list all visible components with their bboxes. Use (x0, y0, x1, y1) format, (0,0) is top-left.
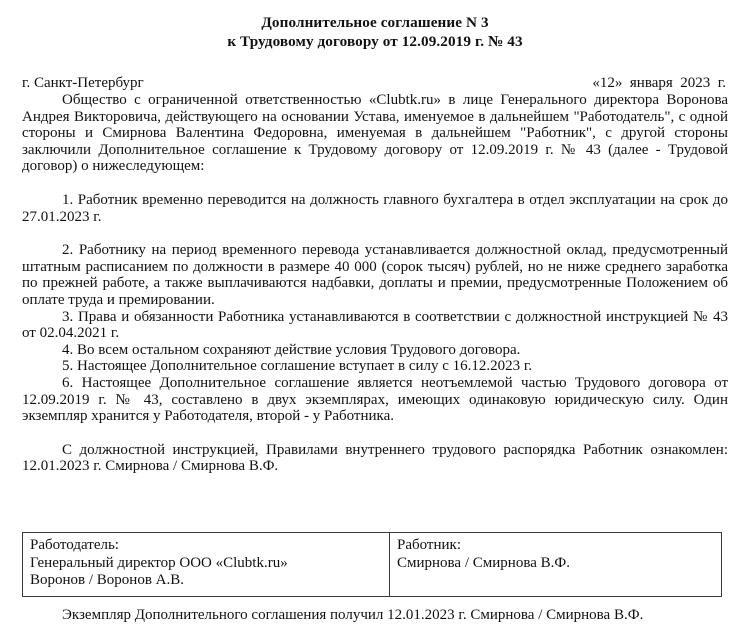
place-of-signing: г. Санкт-Петербург (22, 75, 144, 91)
document-title-line-1: Дополнительное соглашение N 3 (261, 14, 489, 31)
employee-signature-cell (390, 533, 722, 597)
place-and-date-row (22, 74, 728, 92)
preamble-paragraph: Общество с ограниченной ответственностью «Clubtk.ru» в лице Генерального директора Воронова Андрея Викторовича, действующего на основании Устава, именуемое в дальнейшем "Работодатель", с одной стороны и Смирнова Валентина Федоровна, именуемая в дальнейшем "Работник", с другой стороны заключили Дополнительное соглашение к Трудовому договору от 12.09.2019 г. № 43 (далее - Трудовой договор) о нижеследующем: (22, 92, 728, 175)
employee-signature-name: Смирнова / Смирнова В.Ф. (397, 554, 570, 571)
acknowledgement-paragraph: С должностной инструкцией, Правилами внутреннего трудового распорядка Работник ознакомлен: 12.01.2023 г. Смирнова / Смирнова В.Ф. (22, 441, 728, 475)
signature-table (22, 532, 722, 597)
clause-4: 4. Во всем остальном сохраняют действие условия Трудового договора. (62, 341, 521, 358)
document-body (22, 0, 728, 475)
table-row (23, 533, 722, 597)
spacer (22, 175, 728, 192)
employer-signature-cell (23, 533, 390, 597)
closing-receipt-line: Экземпляр Дополнительного соглашения получил 12.01.2023 г. Смирнова / Смирнова В.Ф. (62, 607, 644, 623)
clause-3: 3. Права и обязанности Работника устанавливаются в соответствии с должностной инструкцией № 43 от 02.04.2021 г. (22, 308, 728, 342)
spacer (22, 225, 728, 242)
spacer (22, 425, 728, 442)
date-of-signing: «12» января 2023 г. (592, 75, 726, 91)
employer-signature-name: Воронов / Воронов А.В. (30, 572, 184, 588)
clause-2: 2. Работнику на период временного перевода устанавливается должностной оклад, предусмотренный штатным расписанием по должности в размере 40 000 (сорок тысяч) рублей, но не ниже среднего заработка по прежней работе, а также выплачиваются надбавки, доплаты и премии, предусмотренные Положением об оплате труда и премировании. (22, 242, 728, 308)
employee-heading: Работник: (397, 537, 461, 553)
employer-position: Генеральный директор ООО «Clubtk.ru» (30, 554, 288, 571)
clause-5: 5. Настоящее Дополнительное соглашение вступает в силу с 16.12.2023 г. (62, 358, 533, 375)
document-title-line-2: к Трудовому договору от 12.09.2019 г. № 43 (227, 33, 523, 50)
employer-heading: Работодатель: (30, 537, 119, 553)
clause-1: 1. Работник временно переводится на должность главного бухгалтера в отдел эксплуатации на срок до 27.01.2023 г. (22, 191, 728, 225)
document-title (22, 0, 728, 51)
clause-6: 6. Настоящее Дополнительное соглашение является неотъемлемой частью Трудового договора от 12.09.2019 г. № 43, составлено в двух экземплярах, имеющих одинаковую юридическую силу. Один экземпляр хранится у Работодателя, второй - у Работника. (22, 374, 728, 425)
